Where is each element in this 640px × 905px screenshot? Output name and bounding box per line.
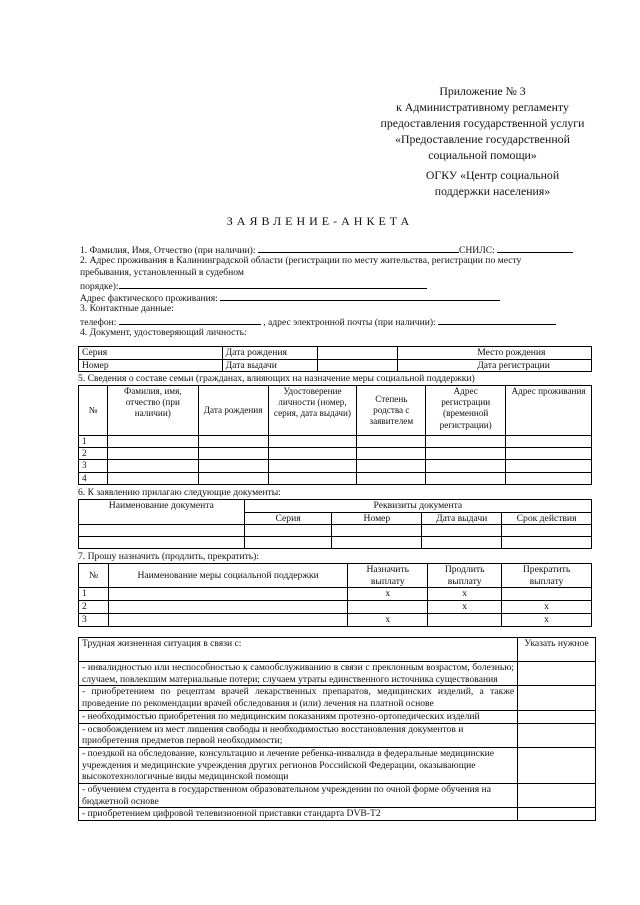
cell[interactable] bbox=[426, 448, 506, 460]
hardship-check-header: Указать нужное bbox=[518, 638, 596, 662]
doc-req-header: Реквизиты документа bbox=[244, 500, 591, 513]
address-line-3 bbox=[80, 279, 590, 291]
hardship-item-6: - обучением студента в государственном образовательном учреждении по очной форме обучения на бюджетной основе bbox=[79, 784, 518, 808]
cell[interactable] bbox=[357, 448, 426, 460]
cell[interactable] bbox=[268, 460, 357, 472]
address-line-2: пребывания, установленный в судебном bbox=[80, 267, 244, 278]
hardship-check-4[interactable] bbox=[518, 723, 596, 747]
extend-checkbox[interactable] bbox=[428, 613, 502, 626]
number-cell[interactable] bbox=[79, 359, 223, 372]
dob-cell[interactable] bbox=[222, 347, 318, 360]
request-table bbox=[78, 563, 592, 627]
req-col-extend: Продлить выплату bbox=[428, 564, 502, 588]
list-item bbox=[79, 710, 596, 723]
cell[interactable] bbox=[422, 525, 502, 537]
issued-cell[interactable] bbox=[222, 359, 318, 372]
appendix-line-4: «Предоставление государственной bbox=[395, 131, 570, 146]
request-table-wrap bbox=[78, 563, 592, 627]
row-number: 2 bbox=[79, 601, 109, 614]
cell[interactable] bbox=[506, 448, 592, 460]
hardship-item-3: - необходимостью приобретения по медицинским показаниям протезно-ортопедических изделий bbox=[79, 710, 518, 723]
family-col-relation: Степень родства с заявителем bbox=[357, 386, 426, 436]
attached-docs-table bbox=[78, 499, 592, 549]
cell[interactable] bbox=[502, 525, 592, 537]
identity-doc-table-wrap bbox=[78, 346, 592, 372]
family-col-id: Удостоверение личности (номер, серия, дата выдачи) bbox=[268, 386, 357, 436]
list-item bbox=[79, 784, 596, 808]
number-label: Номер bbox=[82, 359, 109, 371]
identity-doc-label: 4. Документ, удостоверяющий личность: bbox=[80, 327, 247, 338]
contacts-line bbox=[80, 315, 590, 327]
hardship-item-4: - освобождением из мест лишения свободы и необходимостью восстановления документов и приобретения предметов первой необходимости; bbox=[79, 723, 518, 747]
stop-checkbox[interactable]: x bbox=[502, 601, 592, 614]
list-item bbox=[79, 808, 596, 821]
email-label: , адрес электронной почты (при наличии): bbox=[263, 317, 436, 328]
reg-label: Дата регистрации bbox=[477, 359, 550, 371]
hardship-check-3[interactable] bbox=[518, 710, 596, 723]
cell[interactable] bbox=[506, 460, 592, 472]
issued-label: Дата выдачи bbox=[225, 359, 277, 371]
pob-cell[interactable] bbox=[398, 347, 592, 360]
cell[interactable] bbox=[502, 537, 592, 549]
row-number: 3 bbox=[79, 460, 108, 472]
dob-label: Дата рождения bbox=[225, 347, 287, 358]
family-table-wrap bbox=[78, 385, 592, 485]
cell[interactable] bbox=[426, 472, 506, 484]
appendix-line-3: предоставления государственной услуги bbox=[380, 115, 585, 130]
req-col-assign: Назначить выплату bbox=[348, 564, 428, 588]
cell[interactable] bbox=[506, 472, 592, 484]
row-number: 2 bbox=[79, 448, 108, 460]
assign-checkbox[interactable]: x bbox=[348, 588, 428, 601]
req-col-stop: Прекратить выплату bbox=[502, 564, 592, 588]
actual-address-label: Адрес фактического проживания: bbox=[80, 293, 218, 304]
doc-series-header: Серия bbox=[244, 512, 332, 525]
cell[interactable] bbox=[332, 537, 422, 549]
phone-label: телефон: bbox=[80, 317, 117, 328]
list-item bbox=[79, 686, 596, 710]
family-label: 5. Сведения о составе семьи (гражданах, влияющих на назначение меры социальной поддержки) bbox=[78, 373, 475, 384]
snils-field[interactable] bbox=[497, 243, 573, 253]
table-row bbox=[79, 436, 592, 448]
list-item bbox=[79, 723, 596, 747]
table-row bbox=[79, 601, 592, 614]
measure-cell[interactable] bbox=[108, 613, 347, 626]
measure-cell[interactable] bbox=[108, 588, 347, 601]
hardship-item-5: - поездкой на обследование, консультацию и лечение ребенка-инвалида в федеральные медицинские учреждения и медицинские учреждения других регионов Российской Федерации, оказывающие высокотехнологичные виды медицинской помощи bbox=[79, 747, 518, 783]
hardship-check-7[interactable] bbox=[518, 808, 596, 821]
cell[interactable] bbox=[198, 436, 268, 448]
phone-field[interactable] bbox=[119, 315, 261, 325]
stop-checkbox[interactable]: x bbox=[502, 613, 592, 626]
hardship-check-5[interactable] bbox=[518, 747, 596, 783]
org-line-1: ОГКУ «Центр социальной bbox=[425, 168, 560, 182]
cell[interactable] bbox=[198, 460, 268, 472]
assign-checkbox[interactable]: x bbox=[348, 613, 428, 626]
hardship-table bbox=[78, 637, 596, 821]
hardship-check-6[interactable] bbox=[518, 784, 596, 808]
req-col-measure: Наименование меры социальной поддержки bbox=[108, 564, 347, 588]
appendix-line-5: социальной помощи» bbox=[428, 147, 537, 162]
address-order-label: порядке): bbox=[80, 281, 119, 292]
table-row bbox=[79, 525, 592, 537]
doc-expiry-header: Срок действия bbox=[502, 512, 592, 525]
hardship-item-7: - приобретением цифровой телевизионной приставки стандарта DVB-T2 bbox=[79, 808, 518, 821]
fio-field[interactable] bbox=[258, 243, 459, 253]
hardship-item-2: - приобретением по рецептам врачей лекарственных препаратов, медицинских изделий, а также проведение по рекомендации врачей обследования и (или) лечения на платной основе bbox=[79, 686, 518, 710]
cell[interactable] bbox=[268, 436, 357, 448]
organization-block bbox=[400, 168, 585, 200]
hardship-item-1: - инвалидностью или неспособностью к самообслуживанию в связи с преклонным возрастом, болезнью; случаем, повлекшим материальные потери; случаем утраты единственного источника существования bbox=[79, 662, 518, 686]
cell[interactable] bbox=[79, 525, 245, 537]
cell[interactable] bbox=[107, 472, 198, 484]
cell[interactable] bbox=[79, 537, 245, 549]
row-number: 4 bbox=[79, 472, 108, 484]
appendix-block bbox=[360, 84, 605, 164]
fio-line bbox=[80, 243, 590, 255]
cell[interactable] bbox=[198, 448, 268, 460]
attached-docs-label: 6. К заявлению прилагаю следующие документы: bbox=[78, 487, 281, 498]
family-col-dob: Дата рождения bbox=[198, 386, 268, 436]
family-col-address: Адрес проживания bbox=[506, 386, 592, 436]
hardship-check-1[interactable] bbox=[518, 662, 596, 686]
row-number: 1 bbox=[79, 436, 108, 448]
cell[interactable] bbox=[107, 448, 198, 460]
actual-address-field[interactable] bbox=[220, 291, 500, 301]
cell[interactable] bbox=[198, 472, 268, 484]
appendix-line-1: Приложение № 3 bbox=[439, 84, 526, 98]
doc-number-header: Номер bbox=[332, 512, 422, 525]
table-row bbox=[79, 588, 592, 601]
cell[interactable] bbox=[107, 460, 198, 472]
cell[interactable] bbox=[426, 460, 506, 472]
identity-doc-table bbox=[78, 346, 592, 372]
family-col-number: № bbox=[79, 386, 108, 436]
req-col-number: № bbox=[79, 564, 109, 588]
dob-value-cell[interactable] bbox=[318, 347, 398, 360]
family-col-reg-address: Адрес регистрации (временной регистрации) bbox=[426, 386, 506, 436]
family-table bbox=[78, 385, 592, 485]
extend-checkbox[interactable]: x bbox=[428, 601, 502, 614]
attached-docs-table-wrap bbox=[78, 499, 592, 549]
reg-cell[interactable] bbox=[398, 359, 592, 372]
hardship-table-wrap bbox=[78, 637, 596, 821]
hardship-header: Трудная жизненная ситуация в связи с: bbox=[79, 638, 518, 662]
cell[interactable] bbox=[426, 436, 506, 448]
fio-label: 1. Фамилия, Имя, Отчество (при наличии): bbox=[80, 245, 256, 256]
row-number: 1 bbox=[79, 588, 109, 601]
cell[interactable] bbox=[357, 460, 426, 472]
document-title: ЗАЯВЛЕНИЕ-АНКЕТА bbox=[226, 214, 414, 228]
cell[interactable] bbox=[422, 537, 502, 549]
cell[interactable] bbox=[357, 436, 426, 448]
issued-value-cell[interactable] bbox=[318, 359, 398, 372]
doc-name-header: Наименование документа bbox=[79, 500, 245, 525]
cell[interactable] bbox=[332, 525, 422, 537]
pob-label: Место рождения bbox=[477, 347, 546, 358]
cell[interactable] bbox=[268, 448, 357, 460]
cell[interactable] bbox=[244, 525, 332, 537]
actual-address-line bbox=[80, 291, 590, 303]
stop-checkbox[interactable] bbox=[502, 588, 592, 601]
list-item bbox=[79, 662, 596, 686]
assign-checkbox[interactable] bbox=[348, 601, 428, 614]
cell[interactable] bbox=[268, 472, 357, 484]
personal-info-section bbox=[80, 243, 590, 339]
email-field[interactable] bbox=[438, 315, 556, 325]
appendix-line-2: к Административному регламенту bbox=[396, 99, 569, 114]
org-line-2: поддержки населения» bbox=[434, 183, 551, 198]
list-item bbox=[79, 747, 596, 783]
table-row bbox=[79, 472, 592, 484]
request-label: 7. Прошу назначить (продлить, прекратить): bbox=[78, 551, 260, 562]
cell[interactable] bbox=[357, 472, 426, 484]
table-row bbox=[79, 613, 592, 626]
row-number: 3 bbox=[79, 613, 109, 626]
hardship-check-2[interactable] bbox=[518, 686, 596, 710]
registration-address-field[interactable] bbox=[119, 279, 427, 289]
table-row bbox=[79, 460, 592, 472]
address-line-1: 2. Адрес проживания в Калининградской области (регистрации по месту жительства, регистрации по месту bbox=[80, 255, 522, 266]
series-label: Серия bbox=[82, 347, 108, 358]
table-row bbox=[79, 537, 592, 549]
cell[interactable] bbox=[506, 436, 592, 448]
measure-cell[interactable] bbox=[108, 601, 347, 614]
cell[interactable] bbox=[244, 537, 332, 549]
cell[interactable] bbox=[107, 436, 198, 448]
family-col-name: Фамилия, имя, отчество (при наличии) bbox=[107, 386, 198, 436]
contacts-label: 3. Контактные данные: bbox=[80, 303, 174, 314]
extend-checkbox[interactable]: x bbox=[428, 588, 502, 601]
table-row bbox=[79, 448, 592, 460]
doc-issued-header: Дата выдачи bbox=[422, 512, 502, 525]
snils-label: СНИЛС: bbox=[458, 245, 495, 256]
series-cell[interactable] bbox=[79, 347, 223, 360]
